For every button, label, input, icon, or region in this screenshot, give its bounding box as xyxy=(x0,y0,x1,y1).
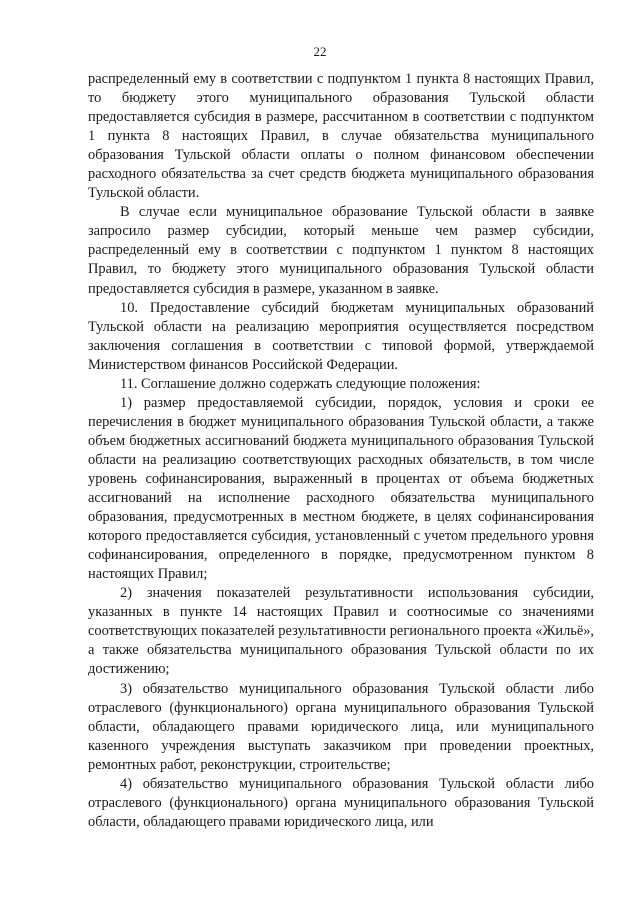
paragraph-subitem-3: 3) обязательство муниципального образования Тульской области либо отраслевого (функционального) органа муниципального образования Тульской области, обладающего правами юридического лица, или муниципального казенного учреждения выступать заказчиком при проведении проектных, ремонтных работ, реконструкции, строительстве; xyxy=(88,680,594,773)
paragraph-subitem-2: 2) значения показателей результативности использования субсидии, указанных в пункте 14 настоящих Правил и соотносимые со значениями соответствующих показателей результативности регионального проекта «Жильё», а также обязательства муниципального образования Тульской области по их достижению; xyxy=(88,585,594,678)
paragraph-subitem-1: 1) размер предоставляемой субсидии, порядок, условия и сроки ее перечисления в бюджет муниципального образования Тульской области, а также объем бюджетных ассигнований бюджета муниципального образования Тульской области на реализацию соответствующих расходных обязательств, в том числе уровень софинансирования, выраженный в процентах от объема бюджетных ассигнований на исполнение расходного обязательства муниципального образования, предусмотренных в местном бюджете, в целях софинансирования которого предоставляется субсидия, установленный с учетом предельного уровня софинансирования, определенного в порядке, предусмотренном пунктом 8 настоящих Правил; xyxy=(88,394,594,583)
paragraph-subitem-4: 4) обязательство муниципального образования Тульской области либо отраслевого (функционального) органа муниципального образования Тульской области, обладающего правами юридического лица, или xyxy=(88,775,594,830)
document-body xyxy=(88,70,594,832)
paragraph-subsidy-request: В случае если муниципальное образование Тульской области в заявке запросило размер субсидии, который меньше чем размер субсидии, распределенный ему в соответствии с подпунктом 1 пунктом 8 настоящих Правил, то бюджету этого муниципального образования Тульской области предоставляется субсидия в размере, указанном в заявке. xyxy=(88,204,594,297)
paragraph-continuation: распределенный ему в соответствии с подпунктом 1 пункта 8 настоящих Правил, то бюджету этого муниципального образования Тульской области предоставляется субсидия в размере, рассчитанном в соответствии с подпунктом 1 пункта 8 настоящих Правил, в случае обязательства муниципального образования Тульской области оплаты о полном финансовом обеспечении расходного обязательства за счет средств бюджета муниципального образования Тульской области. xyxy=(88,71,594,202)
page-number: 22 xyxy=(313,44,327,59)
paragraph-item-11: 11. Соглашение должно содержать следующие положения: xyxy=(120,375,481,392)
paragraph-item-10: 10. Предоставление субсидий бюджетам муниципальных образований Тульской области на реализацию мероприятия осуществляется посредством заключения соглашения в соответствии с типовой формой, утверждаемой Министерством финансов Российской Федерации. xyxy=(88,299,594,373)
